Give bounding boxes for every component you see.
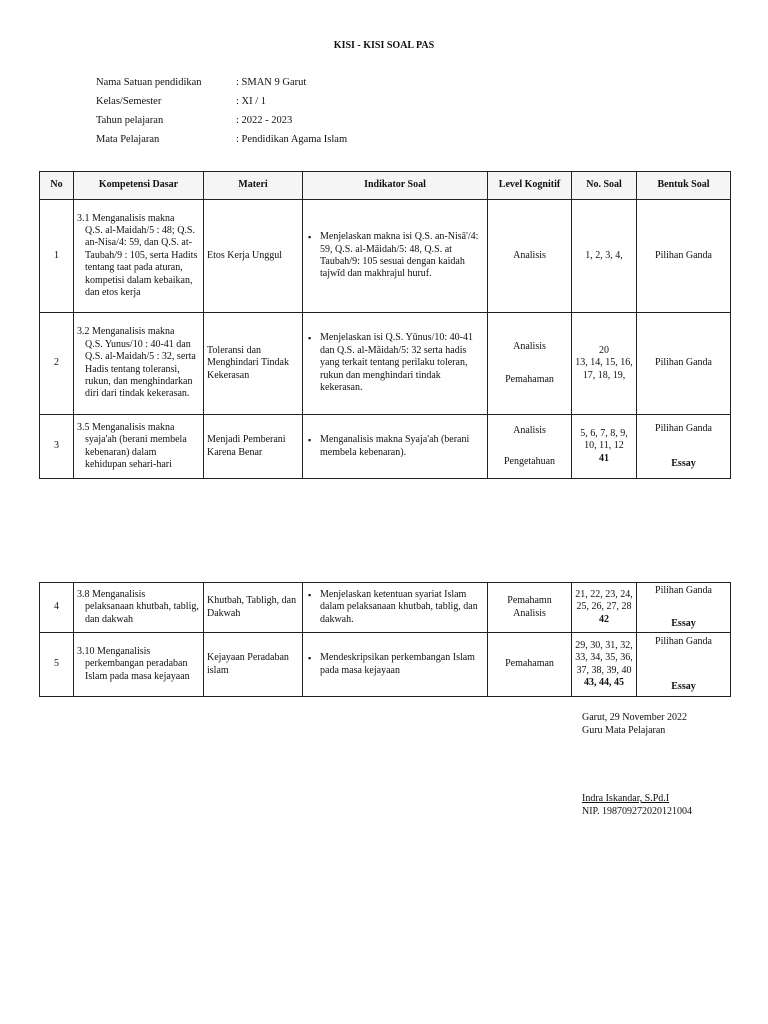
row-indikator [303, 415, 488, 479]
table-header-row [40, 172, 731, 200]
kd-code: 3.1 Menganalisis makna [77, 212, 175, 224]
bentuk-value: Pilihan Ganda [655, 584, 712, 596]
level-value: Pemahaman [505, 374, 554, 386]
row-no: 1 [40, 200, 74, 313]
bentuk-value: Essay [671, 681, 696, 693]
indikator-item: ▪ Menjelaskan ketentuan syariat Islam dalam pelaksanaan khutbah, tablig, dan dakwah. [320, 589, 484, 626]
row-no-soal [572, 583, 637, 633]
signature-name: Indra Iskandar, S.Pd.I [582, 793, 670, 804]
kd-text: syaja'ah (berani membela kebenaran) dalam kehidupan sehari-hari [85, 434, 187, 470]
document-title: KISI - KISI SOAL PAS [333, 40, 435, 51]
meta-value: : 2022 - 2023 [236, 115, 293, 126]
kd-text: pelaksanaan khutbah, tablig, dan dakwah [85, 601, 199, 625]
row-level: Analisis [488, 200, 572, 313]
signature-place-date: Garut, 29 November 2022 [582, 712, 687, 723]
row-no-soal [572, 633, 637, 697]
row-kompetensi [74, 200, 204, 313]
table-row [40, 633, 731, 697]
row-no-soal [572, 415, 637, 479]
row-bentuk [637, 583, 731, 633]
table-row [40, 313, 731, 415]
kd-text: Q.S. al-Maidah/5 : 48; Q.S. an-Nisa/4: 59, dan Q.S. at-Taubah/9 : 105, serta Hadits tentang taat pada aturan, kompetisi dalam kebaikan, dan etos kerja [85, 224, 198, 299]
signature-name-block [582, 792, 692, 818]
header-indikator: Indikator Soal [303, 172, 488, 200]
row-bentuk: Pilihan Ganda [637, 313, 731, 415]
meta-label: Mata Pelajaran [96, 134, 160, 145]
row-materi: Toleransi dan Menghindari Tindak Kekerasan [204, 313, 303, 415]
soal-value: 43, 44, 45 [584, 676, 624, 688]
row-indikator [303, 200, 488, 313]
row-level [488, 415, 572, 479]
row-kompetensi [74, 313, 204, 415]
row-no-soal [572, 313, 637, 415]
row-materi: Menjadi Pemberani Karena Benar [204, 415, 303, 479]
level-value: Analisis [513, 424, 546, 436]
row-level: Pemahaman [488, 633, 572, 697]
indikator-item: ▪ Mendeskripsikan perkembangan Islam pada masa kejayaan [320, 652, 484, 677]
bentuk-value: Pilihan Ganda [655, 635, 712, 647]
row-no-soal: 1, 2, 3, 4, [572, 200, 637, 313]
bentuk-value: Essay [671, 458, 696, 470]
level-value: Analisis [513, 340, 546, 352]
header-bentuk: Bentuk Soal [637, 172, 731, 200]
meta-row-subject [96, 133, 347, 152]
meta-value: : SMAN 9 Garut [236, 77, 307, 88]
document-meta [96, 76, 347, 152]
indikator-item: ▪ Menjelaskan isi Q.S. Yūnus/10: 40-41 dan Q.S. al-Māidah/5: 32 serta hadis yang terkait tentang perilaku toleran, rukun dan menghindari tindak kekerasan. [320, 332, 484, 394]
indikator-item: ▪ Menganalisis makna Syaja'ah (berani membela kebenaran). [320, 434, 484, 459]
row-indikator [303, 583, 488, 633]
row-indikator [303, 633, 488, 697]
signature-nip: NIP. 198709272020121004 [582, 806, 693, 817]
meta-value: : Pendidikan Agama Islam [236, 134, 348, 145]
row-kompetensi [74, 415, 204, 479]
row-level [488, 313, 572, 415]
soal-value: 42 [599, 613, 609, 625]
row-no: 4 [40, 583, 74, 633]
row-level: Pemahamn Analisis [488, 583, 572, 633]
meta-label: Nama Satuan pendidikan [96, 77, 202, 88]
kisi-table-part-2 [39, 582, 731, 697]
row-bentuk [637, 415, 731, 479]
signature-role: Guru Mata Pelajaran [582, 725, 666, 736]
soal-value: 13, 14, 15, 16, 17, 18, 19, [575, 357, 633, 381]
meta-label: Tahun pelajaran [96, 115, 164, 126]
soal-value: 5, 6, 7, 8, 9, 10, 11, 12 [580, 427, 628, 452]
row-bentuk: Pilihan Ganda [637, 200, 731, 313]
meta-row-class [96, 95, 347, 114]
bentuk-value: Pilihan Ganda [655, 422, 712, 434]
row-no: 3 [40, 415, 74, 479]
soal-value: 21, 22, 23, 24, 25, 26, 27, 28 [575, 588, 633, 613]
row-bentuk [637, 633, 731, 697]
soal-value: 41 [599, 452, 609, 464]
header-no-soal: No. Soal [572, 172, 637, 200]
kd-code: 3.10 Menganalisis [77, 645, 151, 657]
kd-text: Q.S. Yunus/10 : 40-41 dan Q.S. al-Maidah/5 : 32, serta Hadis tentang toleransi, rukun, dan menghindarkan diri dari tindak kekerasan. [85, 338, 196, 400]
kd-code: 3.2 Menganalisis makna [77, 326, 175, 338]
meta-label: Kelas/Semester [96, 96, 162, 107]
header-materi: Materi [204, 172, 303, 200]
table-row [40, 200, 731, 313]
bentuk-value: Essay [671, 618, 696, 630]
header-level: Level Kognitif [488, 172, 572, 200]
kd-code: 3.8 Menganalisis [77, 588, 146, 600]
level-value: Pengetahuan [503, 456, 556, 468]
table-row [40, 583, 731, 633]
soal-value: 29, 30, 31, 32, 33, 34, 35, 36, 37, 38, 39, 40 [575, 639, 633, 676]
meta-row-school [96, 76, 347, 95]
row-no: 2 [40, 313, 74, 415]
row-no: 5 [40, 633, 74, 697]
row-materi: Kejayaan Peradaban islam [204, 633, 303, 697]
indikator-item: ▪ Menjelaskan makna isi Q.S. an-Nisā'/4: 59, Q.S. al-Māidah/5: 48, Q.S. at Taubah/9: 105 sesuai dengan kaidah tajwīd dan makhrajul huruf. [320, 231, 484, 281]
row-indikator [303, 313, 488, 415]
header-no: No [40, 172, 74, 200]
row-materi: Khutbah, Tabligh, dan Dakwah [204, 583, 303, 633]
signature-block [582, 711, 687, 737]
header-kompetensi: Kompetensi Dasar [74, 172, 204, 200]
row-kompetensi [74, 633, 204, 697]
row-kompetensi [74, 583, 204, 633]
kd-code: 3.5 Menganalisis makna [77, 421, 175, 433]
meta-value: : XI / 1 [236, 96, 267, 107]
kisi-table-part-1 [39, 171, 731, 479]
meta-row-year [96, 114, 347, 133]
table-row [40, 415, 731, 479]
row-materi: Etos Kerja Unggul [204, 200, 303, 313]
soal-value: 20 [599, 344, 609, 356]
kd-text: perkembangan peradaban Islam pada masa kejayaan [85, 658, 190, 682]
